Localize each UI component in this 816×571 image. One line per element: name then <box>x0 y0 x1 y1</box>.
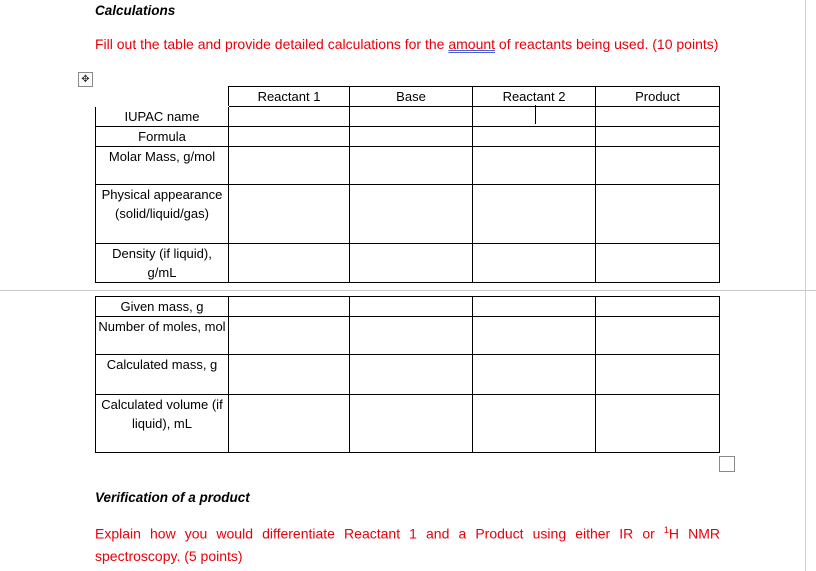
properties-table <box>95 86 720 283</box>
row-label-molar-mass: Molar Mass, g/mol <box>96 147 229 185</box>
amounts-table <box>95 296 720 453</box>
row-label-physical-appearance: Physical appearance (solid/liquid/gas) <box>96 185 229 244</box>
table-cell[interactable] <box>473 127 596 147</box>
table-cell[interactable] <box>229 355 350 395</box>
table-cell[interactable] <box>229 127 350 147</box>
row-label-density: Density (if liquid), g/mL <box>96 244 229 283</box>
verification-instruction <box>95 519 720 567</box>
column-header-base: Base <box>350 87 473 107</box>
row-label-number-of-moles: Number of moles, mol <box>96 317 229 355</box>
table-cell[interactable] <box>596 317 720 355</box>
column-header-reactant-2: Reactant 2 <box>473 87 596 107</box>
table-cell[interactable] <box>350 297 473 317</box>
table-cell[interactable] <box>229 297 350 317</box>
table-cell[interactable] <box>596 297 720 317</box>
table-row <box>96 185 720 244</box>
row-label-calculated-mass: Calculated mass, g <box>96 355 229 395</box>
table-cell[interactable] <box>350 355 473 395</box>
row-label-formula: Formula <box>96 127 229 147</box>
superscript-one: 1 <box>663 525 669 535</box>
table-cell[interactable] <box>596 185 720 244</box>
table-resize-icon[interactable] <box>719 456 735 472</box>
table-cell[interactable] <box>229 147 350 185</box>
row-label-calculated-volume: Calculated volume (if liquid), mL <box>96 395 229 453</box>
table-cell[interactable] <box>596 395 720 453</box>
table-row <box>96 107 720 127</box>
table-cell[interactable] <box>350 395 473 453</box>
table-cell[interactable] <box>473 107 596 127</box>
table-cell[interactable] <box>350 317 473 355</box>
table-cell[interactable] <box>350 185 473 244</box>
table-cell[interactable] <box>596 147 720 185</box>
table-cell[interactable] <box>229 244 350 283</box>
table-row <box>96 297 720 317</box>
table-cell[interactable] <box>473 297 596 317</box>
table-cell[interactable] <box>229 395 350 453</box>
table-cell[interactable] <box>229 317 350 355</box>
row-label-iupac-name: IUPAC name <box>96 107 229 127</box>
page-right-edge <box>805 0 806 571</box>
table-cell[interactable] <box>596 355 720 395</box>
table-row <box>96 317 720 355</box>
row-label-given-mass: Given mass, g <box>96 297 229 317</box>
column-header-product: Product <box>596 87 720 107</box>
calculations-instruction <box>95 33 730 55</box>
move-cross-icon: ✥ <box>81 74 90 85</box>
header-blank-cell <box>96 87 229 107</box>
table-cell[interactable] <box>229 185 350 244</box>
table-move-handle[interactable] <box>78 72 93 87</box>
table-cell[interactable] <box>473 244 596 283</box>
flagged-word[interactable]: amount <box>448 36 496 52</box>
column-header-reactant-1: Reactant 1 <box>229 87 350 107</box>
text-cursor <box>535 105 536 124</box>
table-cell[interactable] <box>473 395 596 453</box>
calculations-heading: Calculations <box>95 3 176 18</box>
table-cell[interactable] <box>596 127 720 147</box>
table-header-row <box>96 87 720 107</box>
page-break-divider <box>0 290 816 291</box>
table-cell[interactable] <box>596 107 720 127</box>
table-cell[interactable] <box>350 127 473 147</box>
table-cell[interactable] <box>350 107 473 127</box>
table-cell[interactable] <box>596 244 720 283</box>
table-cell[interactable] <box>473 147 596 185</box>
table-cell[interactable] <box>350 244 473 283</box>
table-row <box>96 244 720 283</box>
verification-text-start: Explain how you would differentiate Reactant 1 and a Product using either IR or <box>95 525 664 542</box>
instruction-text-end: of reactants being used. (10 points) <box>495 36 719 52</box>
verification-heading: Verification of a product <box>95 490 250 505</box>
instruction-text-start: Fill out the table and provide detailed calculations for the <box>95 36 449 52</box>
table-row <box>96 355 720 395</box>
verification-text-end: H NMR spectroscopy. (5 points) <box>95 525 720 564</box>
table-cell[interactable] <box>473 185 596 244</box>
table-cell[interactable] <box>473 355 596 395</box>
table-cell[interactable] <box>229 107 350 127</box>
table-cell[interactable] <box>350 147 473 185</box>
table-cell[interactable] <box>473 317 596 355</box>
table-row <box>96 127 720 147</box>
table-row <box>96 395 720 453</box>
table-row <box>96 147 720 185</box>
